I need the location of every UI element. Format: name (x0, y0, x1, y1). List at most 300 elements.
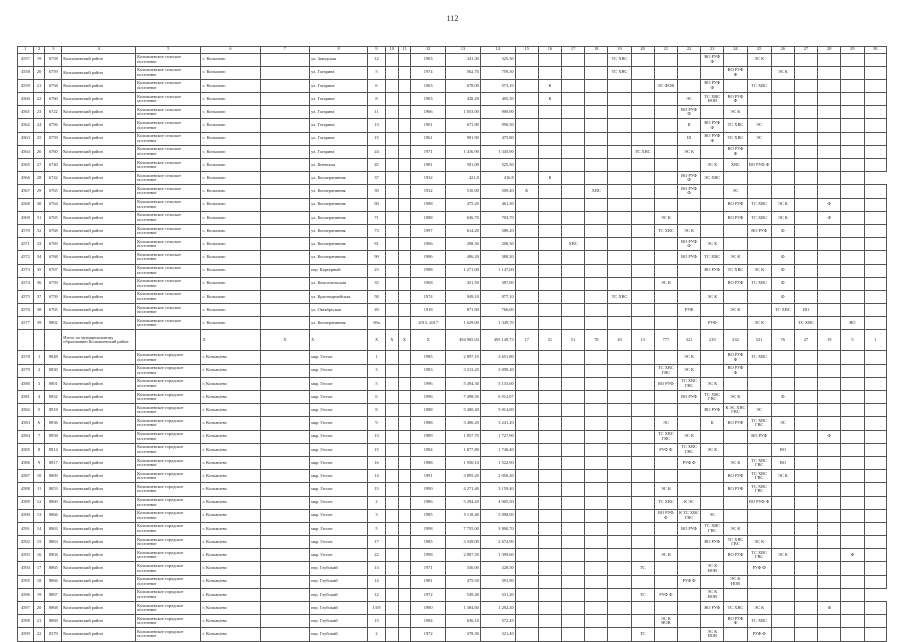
table-cell: 5 (368, 377, 386, 390)
table-cell (864, 66, 886, 79)
table-cell: ул. Гагарина (310, 79, 368, 92)
table-cell: 23 (368, 264, 386, 277)
table-cell: 4589 (18, 496, 34, 509)
table-cell: 6765 (45, 185, 62, 198)
table-cell: 1985 (411, 351, 446, 364)
table-cell (747, 93, 771, 106)
table-cell (562, 304, 585, 317)
table-cell (631, 238, 654, 251)
table-cell: 2 674,90 (480, 536, 515, 549)
table-cell: пер. Глубокий (310, 588, 368, 601)
table-cell (864, 602, 886, 615)
table-cell: 6742 (45, 172, 62, 185)
table-cell: ВО РУФ Ф (654, 509, 677, 522)
table-cell: 4569 (18, 211, 34, 224)
table-cell: ул. Кооперативная (310, 198, 368, 211)
table-cell (385, 145, 398, 158)
table-cell: ВО РУФ (677, 391, 700, 404)
table-cell (260, 456, 310, 469)
table-cell: 4577 (18, 317, 34, 330)
table-cell: Колпашевское сельское поселение (136, 66, 201, 79)
table-cell: 4575 (18, 290, 34, 303)
table-cell: Колпашевский район (62, 575, 136, 588)
table-cell: 1988 (411, 211, 446, 224)
table-cell: ТС ХВС (724, 119, 747, 132)
table-cell: 1963 (411, 79, 446, 92)
table-cell (841, 456, 864, 469)
table-cell (864, 304, 886, 317)
table-cell (701, 496, 724, 509)
table-row (18, 377, 887, 390)
table-cell: 4598 (18, 615, 34, 628)
table-cell (677, 290, 700, 303)
table-cell: 4590 (18, 509, 34, 522)
table-cell (841, 224, 864, 237)
column-number: 20 (631, 47, 654, 54)
table-cell (677, 417, 700, 430)
table-cell (515, 198, 538, 211)
table-cell (398, 536, 411, 549)
table-cell (260, 119, 310, 132)
table-cell: 2015, 2017 (411, 317, 446, 330)
table-cell (608, 93, 631, 106)
table-cell: 20 (33, 66, 45, 79)
table-cell: 12 (368, 53, 386, 66)
table-cell (608, 562, 631, 575)
table-cell (398, 53, 411, 66)
table-cell: Колпашевское городское поселение (136, 377, 201, 390)
table-cell: 17 (368, 536, 386, 549)
column-number: 26 (771, 47, 794, 54)
table-cell: Колпашевское городское поселение (136, 575, 201, 588)
table-cell: 2 651,80 (480, 351, 515, 364)
table-cell (385, 277, 398, 290)
table-cell: 4599 (18, 628, 34, 641)
table-cell: 6759 (45, 290, 62, 303)
table-cell (864, 628, 886, 641)
table-cell: 1985 (411, 536, 446, 549)
table-cell (631, 251, 654, 264)
table-cell: с. Копылово (201, 132, 260, 145)
table-cell: 562,70 (446, 66, 481, 79)
table-cell (260, 317, 310, 330)
table-cell: ул. Гагарина (310, 66, 368, 79)
table-cell (585, 66, 608, 79)
table-cell (585, 536, 608, 549)
table-cell: 8869 (45, 615, 62, 628)
table-cell (631, 185, 654, 198)
table-cell: 8848 (45, 351, 62, 364)
table-cell: Колпашевский район (62, 430, 136, 443)
table-cell (701, 456, 724, 469)
table-cell (538, 562, 561, 575)
table-cell (771, 93, 794, 106)
table-cell: 8863 (45, 536, 62, 549)
table-cell: 1980 (411, 602, 446, 615)
table-cell: 2 897,10 (446, 351, 481, 364)
table-cell: X (398, 330, 411, 351)
table-cell: 26 (33, 145, 45, 158)
table-cell (260, 602, 310, 615)
table-row (18, 66, 887, 79)
table-cell (841, 391, 864, 404)
table-cell (654, 159, 677, 172)
table-cell: 990,30 (480, 119, 515, 132)
table-cell: 4594 (18, 562, 34, 575)
table-cell: г. Колпашево (201, 615, 260, 628)
table-cell: ЭС К НОВ (701, 628, 724, 641)
table-cell (677, 317, 700, 330)
table-cell (654, 522, 677, 535)
table-cell (385, 575, 398, 588)
table-cell: 8832 (45, 391, 62, 404)
table-cell: 406,20 (446, 251, 481, 264)
table-cell: ЭС (701, 509, 724, 522)
table-cell (631, 198, 654, 211)
table-cell: 8801 (45, 377, 62, 390)
column-number: 30 (864, 47, 886, 54)
table-cell (654, 185, 677, 198)
table-cell (562, 211, 585, 224)
table-cell (45, 330, 62, 351)
table-cell: 4564 (18, 145, 34, 158)
table-cell: 19 (33, 588, 45, 601)
table-cell (260, 496, 310, 509)
table-cell (585, 430, 608, 443)
table-cell: ТС ХВС (794, 317, 817, 330)
table-cell (515, 317, 538, 330)
table-cell (398, 602, 411, 615)
table-cell (747, 290, 771, 303)
table-cell (724, 496, 747, 509)
table-cell: 5 494,30 (446, 377, 481, 390)
table-cell: ЭС К (724, 456, 747, 469)
table-cell (385, 615, 398, 628)
table-cell (794, 198, 817, 211)
table-cell (794, 588, 817, 601)
table-cell: мкр. Геолог (310, 391, 368, 404)
table-cell: г. Колпашево (201, 456, 260, 469)
table-cell: Колпашевское городское поселение (136, 588, 201, 601)
table-cell (864, 277, 886, 290)
table-cell: ТС ХВС (608, 53, 631, 66)
table-cell (818, 224, 841, 237)
table-cell: К ЭС ХВС ГВС (724, 404, 747, 417)
table-cell (538, 404, 561, 417)
table-cell (818, 351, 841, 364)
table-cell (841, 602, 864, 615)
table-cell: 671,80 (446, 119, 481, 132)
table-row (18, 417, 887, 430)
table-cell: 877,10 (480, 290, 515, 303)
table-cell: 6758 (45, 53, 62, 66)
table-cell (18, 330, 34, 351)
table-cell (771, 496, 794, 509)
table-cell (562, 456, 585, 469)
table-cell (864, 238, 886, 251)
table-cell: 8867 (45, 588, 62, 601)
table-cell: с. Копылово (201, 53, 260, 66)
table-cell (631, 509, 654, 522)
table-cell: 475,50 (446, 575, 481, 588)
table-cell: 325,30 (480, 53, 515, 66)
table-cell (794, 132, 817, 145)
table-cell (794, 264, 817, 277)
table-cell: 378,30 (446, 628, 481, 641)
table-cell: Колпашевский район (62, 66, 136, 79)
table-cell: 81 (368, 238, 386, 251)
table-cell (562, 549, 585, 562)
table-cell: 4584 (18, 430, 34, 443)
table-cell (794, 549, 817, 562)
table-cell (538, 430, 561, 443)
table-cell (398, 443, 411, 456)
table-cell: Колпашевское городское поселение (136, 522, 201, 535)
table-cell: пер. Глубокий (310, 628, 368, 641)
table-cell: 33 (33, 238, 45, 251)
table-cell: ЭС К НОВ (654, 615, 677, 628)
table-cell (818, 377, 841, 390)
table-cell: Ш (677, 132, 700, 145)
table-cell: ВО РУФ Ф (701, 119, 724, 132)
table-cell (398, 575, 411, 588)
table-cell: 6756 (45, 119, 62, 132)
table-cell (864, 562, 886, 575)
table-cell (818, 391, 841, 404)
table-cell: 573,10 (480, 79, 515, 92)
table-cell (841, 106, 864, 119)
table-cell: 4558 (18, 66, 34, 79)
table-cell: ул. Кооперативная (310, 238, 368, 251)
column-number: 17 (562, 47, 585, 54)
table-cell (818, 132, 841, 145)
table-cell: 871,90 (446, 304, 481, 317)
table-cell: 4591 (18, 522, 34, 535)
table-cell: 14 (368, 470, 386, 483)
table-cell (260, 79, 310, 92)
table-cell (585, 575, 608, 588)
table-cell: 24 (368, 145, 386, 158)
column-number: 14 (480, 47, 515, 54)
table-cell: ул. Кооперативная (310, 224, 368, 237)
table-cell (260, 417, 310, 430)
table-cell (585, 317, 608, 330)
table-cell: 5 400,40 (446, 404, 481, 417)
table-cell: 37 (368, 172, 386, 185)
table-cell: 4561 (18, 106, 34, 119)
table-cell (608, 304, 631, 317)
table-cell: 981,90 (446, 132, 481, 145)
table-cell (538, 211, 561, 224)
table-cell (864, 79, 886, 92)
table-cell (538, 145, 561, 158)
table-cell (385, 417, 398, 430)
table-cell: г. Колпашево (201, 404, 260, 417)
table-cell (260, 304, 310, 317)
table-cell: 4572 (18, 251, 34, 264)
table-cell (260, 536, 310, 549)
table-row (18, 145, 887, 158)
table-cell (864, 132, 886, 145)
table-cell: 1966 (411, 238, 446, 251)
table-cell (841, 404, 864, 417)
table-cell (747, 66, 771, 79)
table-cell: 6 (368, 391, 386, 404)
table-cell: 1 727,90 (480, 430, 515, 443)
table-cell: ЭС К (724, 391, 747, 404)
table-cell (864, 391, 886, 404)
table-cell (562, 602, 585, 615)
table-cell (562, 290, 585, 303)
table-cell: 1 629,00 (446, 317, 481, 330)
table-row (18, 304, 887, 317)
table-cell: Колпашевский район (62, 79, 136, 92)
table-cell (515, 351, 538, 364)
table-cell: 3 895,20 (446, 470, 481, 483)
table-cell: 1984 (411, 615, 446, 628)
table-cell: 1 950,10 (446, 456, 481, 469)
table-cell: 2 (368, 496, 386, 509)
table-cell (701, 277, 724, 290)
table-cell (654, 456, 677, 469)
table-cell (747, 575, 771, 588)
table-cell: 4595 (18, 575, 34, 588)
table-cell: 10 (33, 470, 45, 483)
table-cell (398, 132, 411, 145)
table-cell: Колпашевское сельское поселение (136, 211, 201, 224)
table-cell (608, 119, 631, 132)
table-cell: 8379 (45, 628, 62, 641)
table-cell (794, 615, 817, 628)
table-cell: Колпашевский район (62, 277, 136, 290)
column-number: 19 (608, 47, 631, 54)
column-number: 16 (538, 47, 561, 54)
table-cell: мкр. Геолог (310, 470, 368, 483)
table-cell (385, 456, 398, 469)
table-cell (771, 364, 794, 377)
table-cell (585, 290, 608, 303)
table-cell: Колпашевский район (62, 198, 136, 211)
table-cell: ЭС (771, 417, 794, 430)
table-cell: мкр. Геолог (310, 364, 368, 377)
table-cell (864, 159, 886, 172)
table-row (18, 364, 887, 377)
table-cell: Колпашевский район (62, 562, 136, 575)
table-cell (608, 106, 631, 119)
table-cell: г. Колпашево (201, 483, 260, 496)
table-cell (677, 588, 700, 601)
table-cell (864, 509, 886, 522)
table-cell (864, 615, 886, 628)
table-cell: ЭС К (747, 53, 771, 66)
table-cell: Колпашевский район (62, 159, 136, 172)
table-cell (724, 317, 747, 330)
table-cell: ВО РУФ (701, 264, 724, 277)
table-cell (864, 211, 886, 224)
table-cell (794, 159, 817, 172)
table-row (18, 79, 887, 92)
table-cell (747, 251, 771, 264)
table-cell: 24 (33, 119, 45, 132)
table-cell (385, 549, 398, 562)
table-cell (864, 185, 886, 198)
table-cell: 8818 (45, 404, 62, 417)
table-cell (562, 317, 585, 330)
table-cell (260, 351, 310, 364)
table-cell: 759,30 (480, 66, 515, 79)
table-cell (654, 119, 677, 132)
table-cell (701, 198, 724, 211)
table-cell (398, 509, 411, 522)
table-cell: 3 (368, 509, 386, 522)
table-cell: 1 384,60 (446, 602, 481, 615)
table-row (18, 172, 887, 185)
table-cell (841, 159, 864, 172)
table-cell: 19 (818, 330, 841, 351)
table-cell: Ф (771, 251, 794, 264)
table-cell (677, 198, 700, 211)
table-cell (538, 238, 561, 251)
table-cell (515, 575, 538, 588)
table-cell: 703,70 (480, 211, 515, 224)
table-row (18, 211, 887, 224)
table-cell: 1998 (411, 522, 446, 535)
table-row (18, 185, 887, 198)
table-cell: ВО РУФ Ф (701, 53, 724, 66)
table-cell: 2 (368, 628, 386, 641)
table-cell: Колпашевское городское поселение (136, 391, 201, 404)
table-cell (398, 277, 411, 290)
table-cell: мкр. Геолог (310, 522, 368, 535)
table-cell: 14 (368, 575, 386, 588)
table-cell (562, 483, 585, 496)
table-cell (385, 198, 398, 211)
table-cell: г. Колпашево (201, 391, 260, 404)
table-cell: ЭС К (724, 251, 747, 264)
table-cell (608, 145, 631, 158)
table-cell: ВО РУФ Ф (677, 172, 700, 185)
table-cell: 14 (33, 522, 45, 535)
table-cell (538, 509, 561, 522)
table-cell: 405,30 (480, 93, 515, 106)
table-cell: ул. Кооперативная (310, 211, 368, 224)
table-cell: 678,00 (446, 79, 481, 92)
table-cell: Колпашевский район (62, 224, 136, 237)
table-cell (841, 364, 864, 377)
table-cell (385, 132, 398, 145)
table-cell: Ф (771, 224, 794, 237)
table-cell (794, 364, 817, 377)
table-cell: Итого по муниципальному образованию Колпашевский район (62, 330, 136, 351)
table-cell (562, 351, 585, 364)
table-cell: ВО РУФ Ф (677, 238, 700, 251)
table-cell: Колпашевский район (62, 304, 136, 317)
table-cell (515, 483, 538, 496)
table-row (18, 198, 887, 211)
table-cell: с. Копылово (201, 198, 260, 211)
table-cell (654, 304, 677, 317)
table-cell: 8904 (45, 549, 62, 562)
table-row (18, 391, 887, 404)
table-cell: мкр. Геолог (310, 509, 368, 522)
table-cell: ВО (771, 443, 794, 456)
table-cell: ул. Киевская (310, 159, 368, 172)
table-cell (538, 264, 561, 277)
table-cell: РУФ Ф (654, 588, 677, 601)
table-cell (260, 430, 310, 443)
table-cell: 1932 (411, 172, 446, 185)
table-cell: Колпашевское сельское поселение (136, 93, 201, 106)
